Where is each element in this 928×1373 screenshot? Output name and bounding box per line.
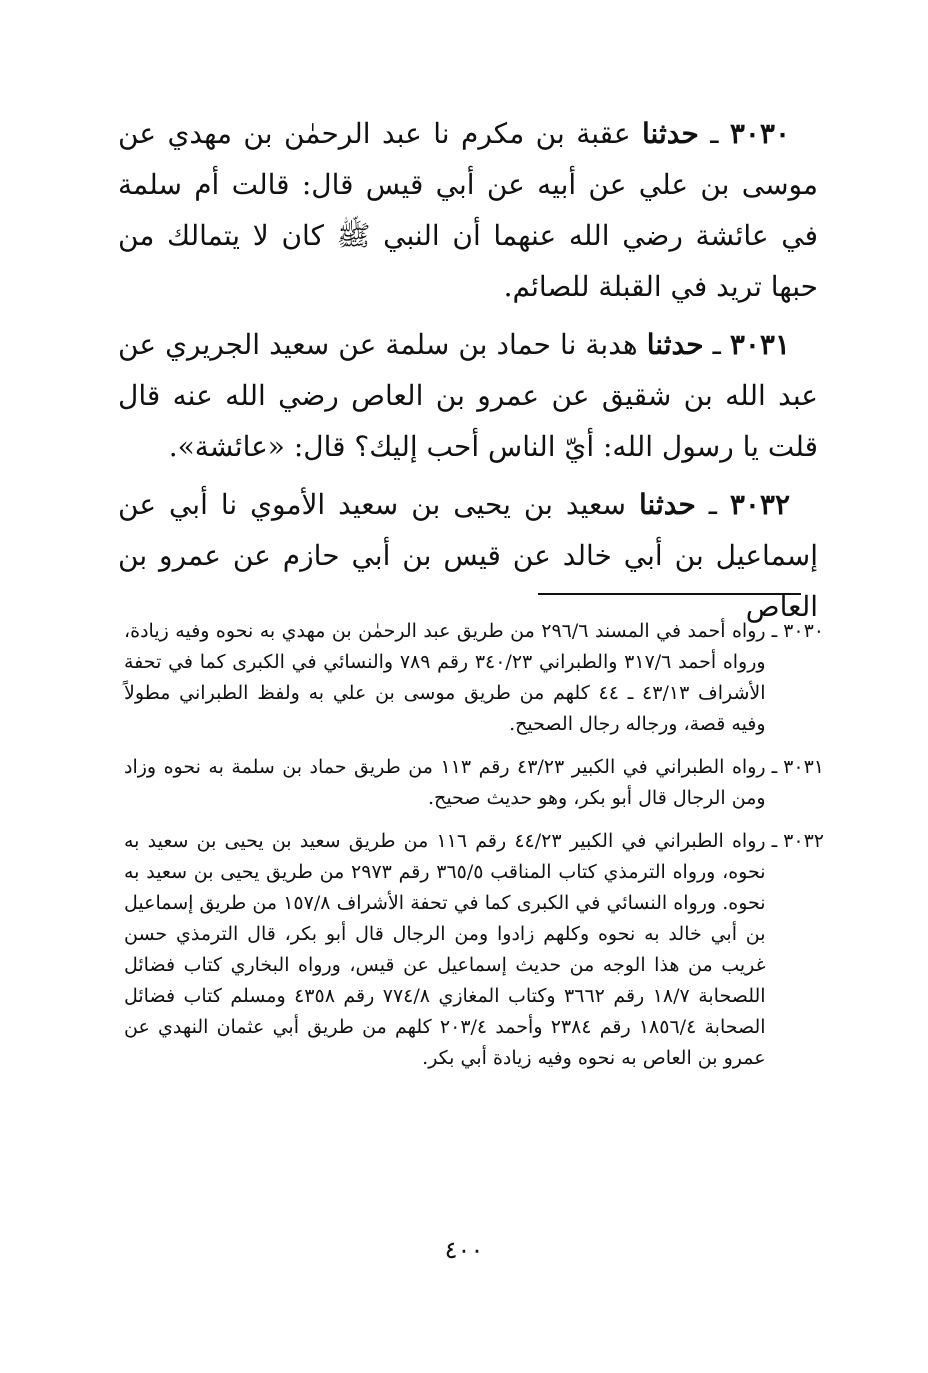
footnote-3032 — [124, 826, 824, 1074]
footnote-number: ٣٠٣٢ ـ — [771, 830, 824, 852]
footnote-text: رواه الطبراني في الكبير ٤٣/٢٣ رقم ١١٣ من طريق حماد بن سلمة به نحوه وزاد ومن الرجال قال أبو بكر، وهو حديث صحيح. — [124, 756, 766, 809]
hadith-number: ٣٠٣١ — [729, 328, 790, 361]
hadith-text: هدبة نا حماد بن سلمة عن سعيد الجريري عن عبد الله بن شقيق عن عمرو بن العاص رضي الله عنه قال قلت يا رسول الله: أيّ الناس أحب إليك؟ قال: «عائشة». — [118, 328, 818, 463]
hadith-lead-word: حدثنا — [638, 488, 696, 521]
footnote-number: ٣٠٣١ ـ — [771, 756, 824, 778]
footnote-divider — [538, 593, 801, 595]
hadith-separator: ـ — [703, 328, 730, 361]
hadith-lead-word: حدثنا — [641, 117, 699, 150]
hadith-3031 — [118, 319, 818, 472]
footnote-3030 — [124, 616, 824, 740]
hadith-text: عقبة بن مكرم نا عبد الرحمٰن بن مهدي عن موسى بن علي عن أبيه عن أبي قيس قال: قالت أم سلمة في عائشة رضي الله عنهما أن النبي ﷺ كان لا يتمالك من حبها تريد في القبلة للصائم. — [118, 117, 818, 303]
hadith-number: ٣٠٣٢ — [729, 488, 790, 521]
hadith-3030 — [118, 108, 818, 312]
footnote-3031 — [124, 752, 824, 814]
footnote-text: رواه الطبراني في الكبير ٤٤/٢٣ رقم ١١٦ من طريق سعيد بن يحيى بن سعيد به نحوه، ورواه الترمذي كتاب المناقب ٣٦٥/٥ رقم ٢٩٧٣ من طريق يحيى بن سعيد به نحوه. ورواه النسائي في الكبرى كما في تحفة الأشراف ١٥٧/٨ من طريق إسماعيل بن أبي خالد به نحوه وكلهم زادوا ومن الرجال قال أبو بكر، قال الترمذي حسن غريب من هذا الوجه من حديث إسماعيل عن قيس، ورواه البخاري كتاب فضائل اللصحابة ١٨/٧ رقم ٣٦٦٢ وكتاب المغازي ٧٧٤/٨ رقم ٤٣٥٨ ومسلم كتاب فضائل الصحابة ١٨٥٦/٤ رقم ٢٣٨٤ وأحمد ٢٠٣/٤ كلهم من طريق أبي عثمان النهدي عن عمرو بن العاص به نحوه وفيه زيادة أبي بكر. — [124, 830, 766, 1069]
footnote-text: رواه أحمد في المسند ٢٩٦/٦ من طريق عبد الرحمٰن بن مهدي به نحوه وفيه زيادة، ورواه أحمد ٣١٧/٦ والطبراني ٣٤٠/٢٣ رقم ٧٨٩ والنسائي في الكبرى كما في تحفة الأشراف ٤٣/١٣ ـ ٤٤ كلهم من طريق موسى بن علي به ولفظ الطبراني مطولاً وفيه قصة، ورجاله رجال الصحيح. — [124, 620, 766, 735]
hadith-separator: ـ — [698, 117, 730, 150]
hadith-text: سعيد بن يحيى بن سعيد الأموي نا أبي عن إسماعيل بن أبي خالد عن قيس بن أبي حازم عن عمرو بن العاص — [118, 488, 818, 623]
hadith-lead-word: حدثنا — [646, 328, 704, 361]
footnote-number: ٣٠٣٠ ـ — [771, 620, 824, 642]
hadith-3032 — [118, 479, 818, 632]
hadith-number: ٣٠٣٠ — [729, 117, 790, 150]
page-number: ٤٠٠ — [444, 1236, 484, 1264]
hadith-section — [118, 108, 818, 639]
footnotes-section — [124, 616, 824, 1086]
hadith-separator: ـ — [695, 488, 730, 521]
